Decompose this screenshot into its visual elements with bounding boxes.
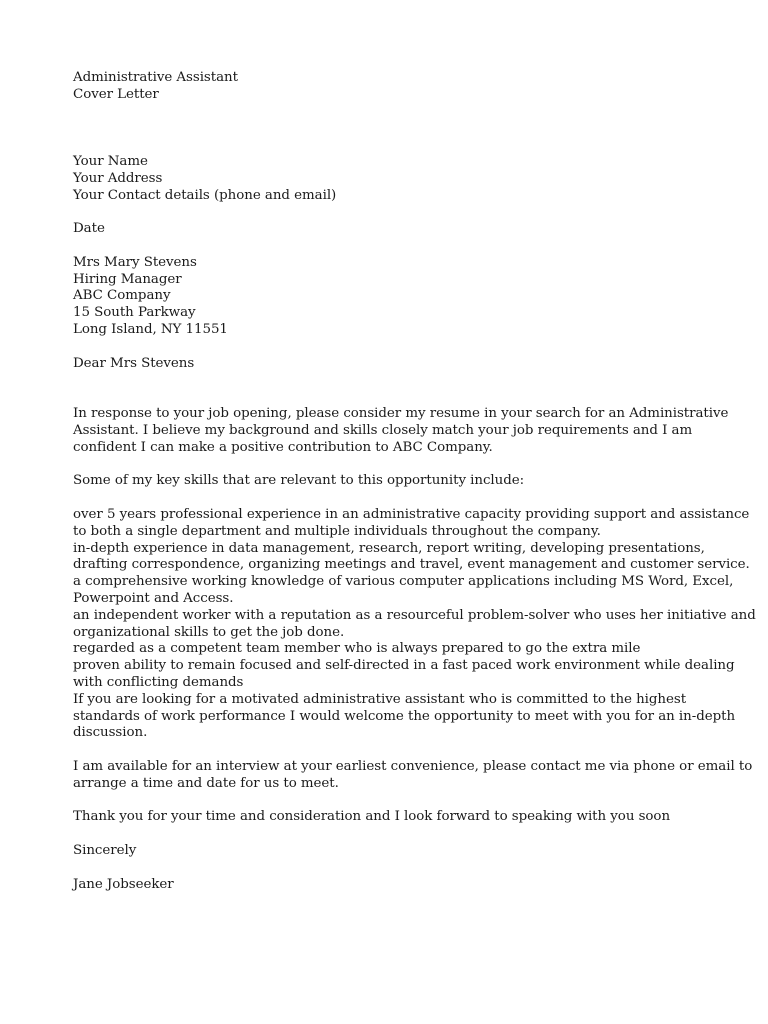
sender-name: Your Name bbox=[73, 154, 148, 169]
skill-line: proven ability to remain focused and self-directed in a fast paced work environment while dealing bbox=[73, 658, 735, 673]
skill-line: If you are looking for a motivated administrative assistant who is committed to the highest bbox=[73, 692, 687, 707]
skills-intro: Some of my key skills that are relevant to this opportunity include: bbox=[73, 473, 525, 488]
letter-date: Date bbox=[73, 221, 105, 236]
thanks-line: Thank you for your time and consideration and I look forward to speaking with you soon bbox=[73, 809, 671, 824]
closing: Sincerely bbox=[73, 843, 137, 858]
skill-line: with conflicting demands bbox=[73, 675, 244, 690]
intro-line: confident I can make a positive contribution to ABC Company. bbox=[73, 440, 493, 455]
salutation: Dear Mrs Stevens bbox=[73, 356, 195, 371]
skill-line: standards of work performance I would welcome the opportunity to meet with you for an in-depth bbox=[73, 709, 736, 724]
skill-line: regarded as a competent team member who is always prepared to go the extra mile bbox=[73, 641, 641, 656]
skill-line: Powerpoint and Access. bbox=[73, 591, 234, 606]
skill-line: to both a single department and multiple individuals throughout the company. bbox=[73, 524, 601, 539]
intro-line: Assistant. I believe my background and skills closely match your job requirements and I am bbox=[73, 423, 693, 438]
signature-name: Jane Jobseeker bbox=[73, 877, 174, 892]
availability-line: arrange a time and date for us to meet. bbox=[73, 776, 339, 791]
skill-line: over 5 years professional experience in an administrative capacity providing support and assistance bbox=[73, 507, 750, 522]
skill-line: organizational skills to get the job done. bbox=[73, 625, 345, 640]
skill-line: in-depth experience in data management, research, report writing, developing presentations, bbox=[73, 541, 705, 556]
sender-contact: Your Contact details (phone and email) bbox=[73, 188, 337, 203]
recipient-title: Hiring Manager bbox=[73, 272, 182, 287]
recipient-company: ABC Company bbox=[73, 288, 171, 303]
skill-line: a comprehensive working knowledge of various computer applications including MS Word, Excel, bbox=[73, 574, 734, 589]
recipient-name: Mrs Mary Stevens bbox=[73, 255, 197, 270]
skill-line: drafting correspondence, organizing meetings and travel, event management and customer service. bbox=[73, 557, 750, 572]
recipient-street: 15 South Parkway bbox=[73, 305, 196, 320]
availability-line: I am available for an interview at your earliest convenience, please contact me via phone or email to bbox=[73, 759, 753, 774]
intro-line: In response to your job opening, please consider my resume in your search for an Administrative bbox=[73, 406, 729, 421]
recipient-city: Long Island, NY 11551 bbox=[73, 322, 228, 337]
doc-title-line-2: Cover Letter bbox=[73, 87, 159, 102]
skill-line: discussion. bbox=[73, 725, 148, 740]
sender-address: Your Address bbox=[73, 171, 163, 186]
doc-title-line-1: Administrative Assistant bbox=[73, 70, 238, 85]
skill-line: an independent worker with a reputation as a resourceful problem-solver who uses her initiative and bbox=[73, 608, 756, 623]
